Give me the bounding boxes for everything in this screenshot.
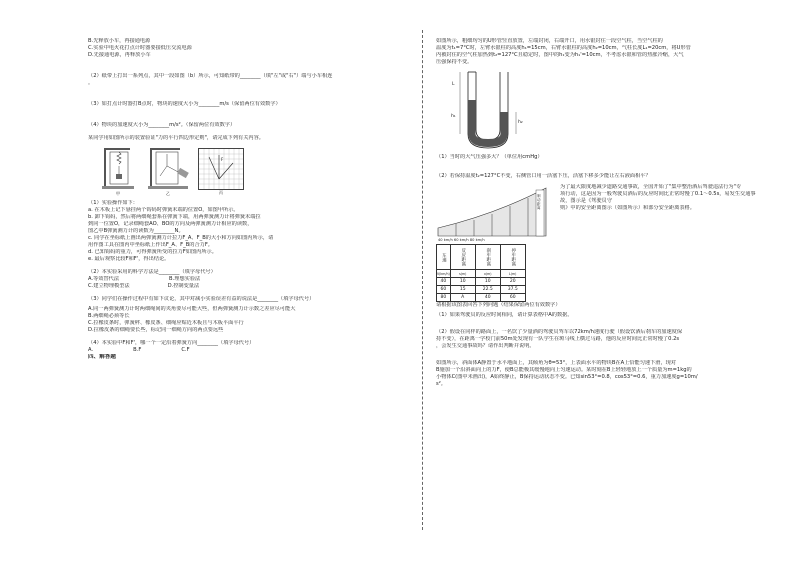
option-b: B.先释放小车，再接通电源 (88, 38, 151, 44)
note-b: B.两细绳必须等长 (88, 313, 130, 319)
problem2-line4: 则》中的安全距离图示（如图所示）和部分安全距离表格。 (560, 205, 695, 211)
right-column (436, 38, 766, 388)
distance-ramp-icon (436, 184, 556, 242)
section-title: 四、解答题 (88, 354, 116, 360)
problem1-line2: 温度为t₁=7°C时，左臂水银柱的高度h₁=15cm，右臂水银柱的高度h₂=10cm，气柱长度L₁=20cm，将U形管 (436, 45, 691, 51)
step-b3: 图乙中B弹簧测力计的读数为________N。 (88, 228, 184, 234)
table-cell: 60 (437, 286, 451, 294)
step-e: e. 最后观察比较F和F'，得出结论。 (88, 256, 170, 262)
tube-label-h1: h₁ (451, 114, 456, 119)
table-cell: 15 (450, 286, 475, 294)
problem2-question2-line2: 持不变），在距离一学校门前50m处发现有一队学生在斑马线上横过马路，他的反应时间比正常时慢了0.2s (436, 336, 680, 342)
question-2: （2）纸带上打出一系列点，其中一段如图（b）所示，可知纸带的________（填"左"或"右"）端与小车相连 (88, 73, 333, 79)
experiment-intro: 某同学用如图所示的装置验证"力的平行四边形定则"，请完成下列有关内容。 (88, 135, 264, 141)
question-method: （2）本实验采用的科学方法是________（填字母代号） (88, 269, 216, 275)
table-row (437, 286, 526, 294)
step-c2: 用作图工具在图丙中坐标纸上作出F_A、F_B的合力F。 (88, 242, 213, 248)
problem3-line4: s²。 (436, 381, 446, 387)
method-b: B.理想实验法 (169, 276, 201, 282)
table-header-cell: 反应距离 (450, 245, 475, 270)
table-row (437, 278, 526, 286)
safety-section (436, 184, 766, 242)
question-force: （4）本实验中F和F'，哪一个一定沿着弹簧方向________（填字母代号） (88, 340, 255, 346)
problem2-question1: （1）如果驾驶员的反应时间相同，请计算表格中A的数据。 (436, 312, 573, 318)
problem2-line3: 项行动，这是因为一般驾驶员酒后的反应时间比正常时慢了0.1～0.5s，易发生交通事故，图示是《驾驶员守 (560, 191, 756, 204)
table-header-cell: 停车距离 (500, 245, 525, 270)
figure-bing-grid (198, 148, 244, 195)
u-tube-icon (448, 68, 528, 152)
distance-table (436, 244, 526, 302)
problem3-line3: 小物体C(图中未画出)，A始终静止，B保持运动状态不变。已知sin53°=0.8，cos53°=0.6，重力加速度g=10m/ (436, 374, 698, 380)
figure-bing-caption: 丙 (219, 190, 223, 195)
method-options-row2 (88, 283, 408, 290)
spring-stand-icon (98, 144, 138, 190)
table-cell: 60 (500, 294, 525, 302)
safety-text (560, 184, 760, 212)
tube-label-h2: h₂ (518, 120, 523, 125)
question-2-end: 。 (88, 80, 94, 86)
problem2-question2-line3: ，会发生交通事故吗？请作出判断并说明。 (436, 343, 535, 349)
table-cell: 20 (500, 278, 525, 286)
method-a: A.等效替代法 (88, 276, 120, 282)
figure-row (98, 144, 408, 196)
grid-paper-icon (199, 149, 243, 189)
problem3-line1: 如图所示，斜面体A静置于水平地面上，其倾角为θ=53°，上表面水平的物块B在A上恰能匀速下滑，现对 (436, 360, 677, 366)
question-note: （3）同学们在操作过程中有如下议论，其中对减小实验误差有益的说法是________（填字母代号） (88, 296, 315, 302)
left-column (88, 38, 408, 361)
step-a: a. 在木板上记下悬挂两个钩码时弹簧末端的位置O，如图甲所示。 (88, 207, 239, 213)
force-b: B.F (133, 347, 142, 353)
figure-yi-caption: 乙 (166, 191, 170, 196)
problem2-note: 请根据该图表回答下列问题（结果保留两位有效数字） (436, 302, 561, 308)
force-a: A. (88, 347, 94, 353)
figure-bing-label: F (221, 157, 224, 162)
question-3: （3）如打点计时器打B点时，物块的速度大小为________m/s（保留两位有效数字） (88, 101, 281, 107)
question-4: （4）物块的加速度大小为________m/s²。（保留两位有效数字） (88, 122, 236, 128)
method-options-row1 (88, 276, 408, 283)
step-b2: 到同一位置O，记录细绳套AO、BO的方向及两弹簧测力计相应的读数， (88, 221, 253, 227)
table-unit-cell: s(m) (450, 270, 475, 278)
steps-title: （1）实验操作如下： (88, 200, 138, 206)
problem1-line1: 如图所示，粗细均匀的U形管竖直放置，左端封闭，右端开口，用水银封住一段空气柱，当空气柱的 (436, 38, 663, 44)
figure-jia-caption: 甲 (116, 191, 120, 196)
figure-yi (144, 144, 192, 196)
problem1-line3: 内被封住的空气柱加热到t₂=127°C且稳定时，图中的h₁变为h₁'=10cm，不考虑水银和管的热胀冷缩，大气 (436, 52, 684, 58)
column-divider (422, 30, 423, 530)
table-cell: A (450, 294, 475, 302)
problem1-question1: （1）当时的大气压强多大？（单位用cmHg） (436, 154, 543, 160)
u-tube-figure (448, 68, 528, 152)
spring-balance-icon (144, 144, 192, 190)
table-cell: 22.5 (475, 286, 500, 294)
step-b: b. 卸下钩码，然后将两细绳套系在弹簧下端，用两弹簧测力计将弹簧末端拉 (88, 214, 261, 220)
step-c: c. 同学在坐标纸上画出两弹簧测力计拉力F_A、F_B的大小和方向如图丙所示，请 (88, 235, 274, 241)
table-cell: 40 (475, 294, 500, 302)
method-d: D.控制变量法 (167, 283, 200, 289)
table-cell: 10 (475, 278, 500, 286)
table-cell: 37.5 (500, 286, 525, 294)
ramp-speed-labels: 40 km/h 60 km/h 80 km/h (438, 238, 485, 242)
ramp-side-label: 制动距离 (537, 194, 541, 210)
table-unit-cell: L(m) (500, 270, 525, 278)
problem3-line2: B施加一个沿斜面向上的力F，使B总能极其缓慢地向上匀速运动。某时刻在B上轻轻地放上一个质量为m=1kg的 (436, 367, 692, 373)
option-c: C.实验中电火花打点计时器要接低压交流电源 (88, 45, 192, 51)
note-a: A.同一两弹簧测力计时两细绳间的夹角要尽可能大些，但两弹簧测力计示数之差应尽可能大 (88, 306, 296, 312)
table-row (437, 294, 526, 302)
force-options (88, 347, 408, 354)
table-header-cell: 刹车距离 (475, 245, 500, 270)
table-header-row (437, 245, 526, 270)
problem1-question2: （2）若保持温度t₂=127°C不变，右侧管口用一活塞下压，活塞下移多少能让左右液面相平？ (436, 173, 651, 179)
table-cell: 40 (437, 278, 451, 286)
force-c: C.F (181, 347, 190, 353)
note-d: D.拉橡皮条的细绳要长些，标记同一细绳方向的两点要远些 (88, 327, 224, 333)
table-unit-row (437, 270, 526, 278)
tube-label-l: L (452, 82, 455, 87)
figure-jia (98, 144, 138, 196)
table-header-cell: 车速 (437, 245, 451, 270)
problem2-line2: 为了最大限度地减少道路交通事故，全国开始了"集中整治酒后驾驶违法行为"专 (560, 184, 742, 190)
note-c: C.拉橡皮条时，弹簧秤、橡皮条、细绳应贴近木板且与木板平面平行 (88, 320, 244, 326)
problem2-question2-line1: （2）假设在同样的路面上，一名饮了少量酒的驾驶员驾车以72km/h速度行驶（假设饮酒后刹车的加速度保 (436, 329, 683, 335)
table-unit-cell: V(km/h) (437, 271, 450, 276)
problem1-line4: 压强保持不变。 (436, 59, 473, 65)
option-d: D.先接通电源，再释放小车 (88, 52, 151, 58)
table-cell: 80 (437, 294, 451, 302)
table-unit-cell: x(m) (475, 270, 500, 278)
method-c: C.建立物理模型法 (88, 283, 130, 289)
step-d: d. 已知钩码的重力，可得弹簧所受的拉力F如图丙所示。 (88, 249, 217, 255)
stopping-distance-figure (436, 184, 556, 242)
table-cell: 10 (450, 278, 475, 286)
